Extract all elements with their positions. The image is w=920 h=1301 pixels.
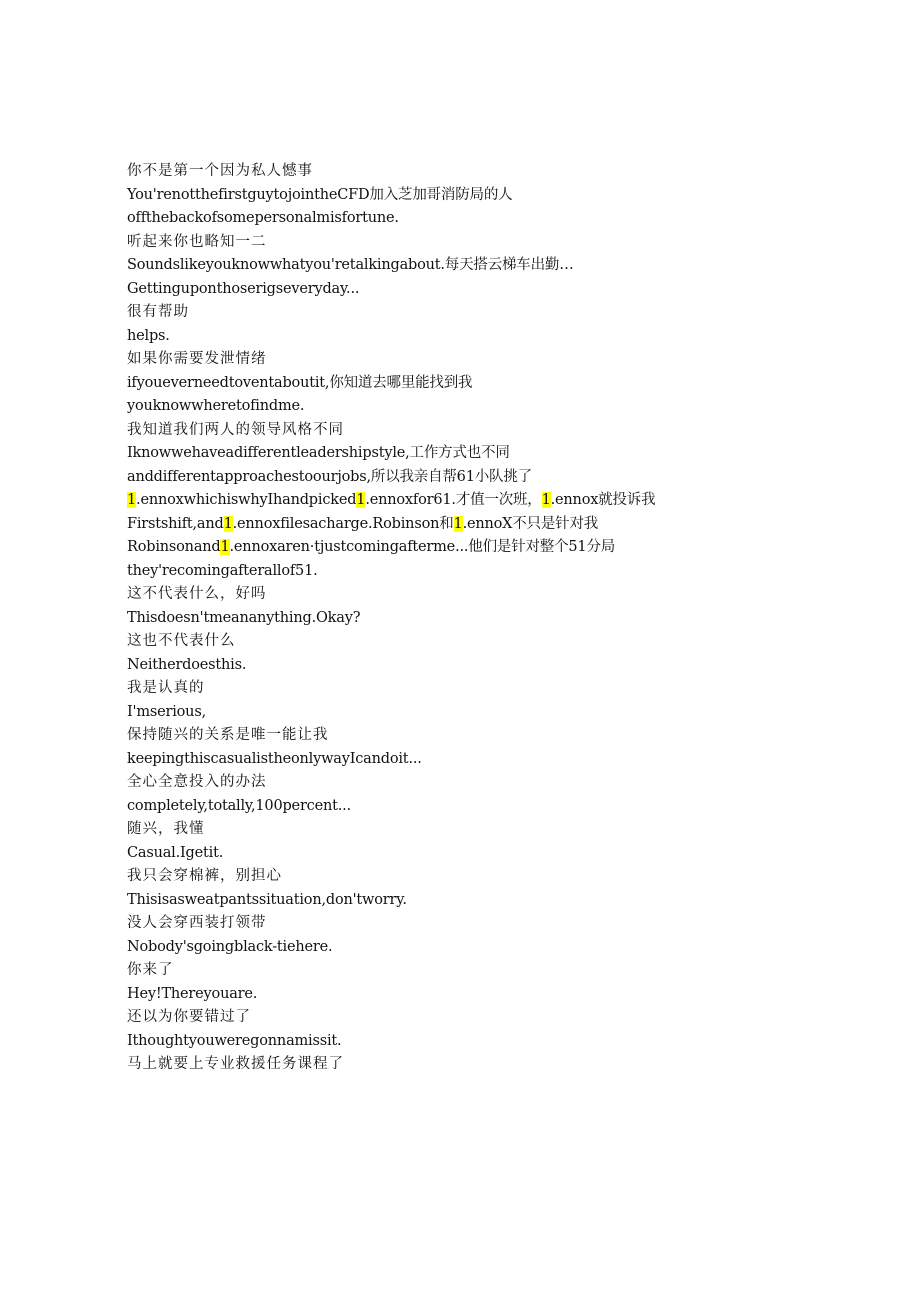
- text-segment: Iknowwehaveadifferentleadershipstyle,工作方式也不同: [127, 445, 510, 461]
- text-segment: Gettinguponthoserigseveryday...: [127, 280, 360, 297]
- text-line: [127, 701, 887, 725]
- text-segment: 我知道我们两人的领导风格不同: [127, 421, 344, 438]
- text-segment: Neitherdoesthis.: [127, 656, 247, 673]
- text-segment: 还以为你要错过了: [127, 1009, 251, 1025]
- text-line: [127, 348, 887, 372]
- text-line: [127, 583, 887, 607]
- text-line: [127, 889, 887, 913]
- text-line: [127, 654, 887, 678]
- text-segment: 全心全意投入的办法: [127, 774, 267, 790]
- text-segment: they'recomingafterallof51.: [127, 562, 318, 579]
- text-segment: 我只会穿棉裤，别担心: [127, 868, 282, 884]
- text-line: [127, 1006, 887, 1030]
- text-line: [127, 771, 887, 795]
- text-line: [127, 842, 887, 866]
- text-segment: keepingthiscasualistheonlywayIcandoit...: [127, 750, 422, 767]
- subtitle-text-block: [127, 160, 887, 1077]
- highlighted-text: 1: [223, 515, 233, 532]
- text-line: [127, 983, 887, 1007]
- text-line: [127, 489, 887, 513]
- text-line: [127, 959, 887, 983]
- text-segment: 保持随兴的关系是唯一能让我: [127, 727, 329, 743]
- text-line: [127, 442, 887, 466]
- text-segment: .ennoxaren·tjustcomingafterme...他们是针对整个51分局: [229, 539, 616, 555]
- text-line: [127, 301, 887, 325]
- text-segment: Casual.Igetit.: [127, 844, 224, 861]
- text-line: [127, 560, 887, 584]
- text-segment: .ennoxfor61.才值一次班，: [365, 492, 542, 508]
- text-line: [127, 536, 887, 560]
- highlighted-text: 1: [127, 492, 137, 508]
- text-segment: .ennox就投诉我: [550, 492, 656, 508]
- text-segment: .ennoX不只是针对我: [462, 515, 599, 532]
- text-line: [127, 724, 887, 748]
- text-line: [127, 278, 887, 302]
- text-line: [127, 912, 887, 936]
- text-segment: 你来了: [127, 962, 174, 978]
- text-segment: offthebackofsomepersonalmisfortune.: [127, 210, 399, 226]
- text-segment: .ennoxfilesacharge.Robinson和: [232, 515, 454, 532]
- text-line: [127, 325, 887, 349]
- text-line: [127, 207, 887, 231]
- text-line: [127, 231, 887, 255]
- text-line: [127, 607, 887, 631]
- highlighted-text: 1: [356, 492, 366, 508]
- text-segment: Hey!Thereyouare.: [127, 985, 258, 1002]
- text-segment: Ithoughtyouweregonnamissit.: [127, 1032, 342, 1049]
- highlighted-text: 1: [541, 492, 551, 508]
- text-segment: Robinsonand: [127, 539, 221, 555]
- text-segment: 随兴，我懂: [127, 821, 205, 837]
- text-segment: 我是认真的: [127, 680, 205, 696]
- highlighted-text: 1: [453, 515, 463, 532]
- text-line: [127, 936, 887, 960]
- text-segment: 这也不代表什么: [127, 633, 236, 649]
- text-line: [127, 630, 887, 654]
- text-segment: ifyoueverneedtoventaboutit,你知道去哪里能找到我: [127, 374, 473, 391]
- text-line: [127, 1053, 887, 1077]
- text-line: [127, 184, 887, 208]
- text-segment: 很有帮助: [127, 304, 189, 320]
- text-segment: 如果你需要发泄情绪: [127, 351, 267, 367]
- text-segment: 这不代表什么，好吗: [127, 586, 267, 602]
- text-line: [127, 395, 887, 419]
- text-line: [127, 254, 887, 278]
- text-line: [127, 677, 887, 701]
- text-segment: youknowwheretofindme.: [127, 398, 305, 414]
- text-segment: 你不是第一个因为私人憾事: [127, 163, 313, 179]
- text-line: [127, 466, 887, 490]
- text-line: [127, 1030, 887, 1054]
- text-line: [127, 818, 887, 842]
- text-line: [127, 795, 887, 819]
- text-segment: Firstshift,and: [127, 515, 224, 532]
- text-segment: .ennoxwhichiswhyIhandpicked: [136, 492, 357, 508]
- text-segment: anddifferentapproachestoourjobs,所以我亲自帮61小队挑了: [127, 468, 532, 485]
- text-segment: 听起来你也略知一二: [127, 233, 267, 250]
- text-segment: I'mserious,: [127, 703, 206, 720]
- text-segment: Thisisasweatpantssituation,don'tworry.: [127, 891, 407, 908]
- text-segment: Nobody'sgoingblack-tiehere.: [127, 938, 333, 955]
- text-segment: completely,totally,100percent...: [127, 797, 351, 814]
- highlighted-text: 1: [220, 539, 230, 555]
- text-line: [127, 372, 887, 396]
- text-line: [127, 419, 887, 443]
- text-segment: helps.: [127, 327, 170, 344]
- text-segment: Thisdoesn'tmeananything.Okay?: [127, 609, 361, 626]
- text-segment: 马上就要上专业救援任务课程了: [127, 1056, 344, 1072]
- text-segment: You'renotthefirstguytojointheCFD加入芝加哥消防局的人: [127, 186, 513, 203]
- text-line: [127, 513, 887, 537]
- text-segment: 没人会穿西装打领带: [127, 915, 267, 931]
- text-line: [127, 748, 887, 772]
- text-line: [127, 865, 887, 889]
- text-segment: Soundslikeyouknowwhatyou'retalkingabout.每天搭云梯车出勤…: [127, 257, 574, 273]
- text-line: [127, 160, 887, 184]
